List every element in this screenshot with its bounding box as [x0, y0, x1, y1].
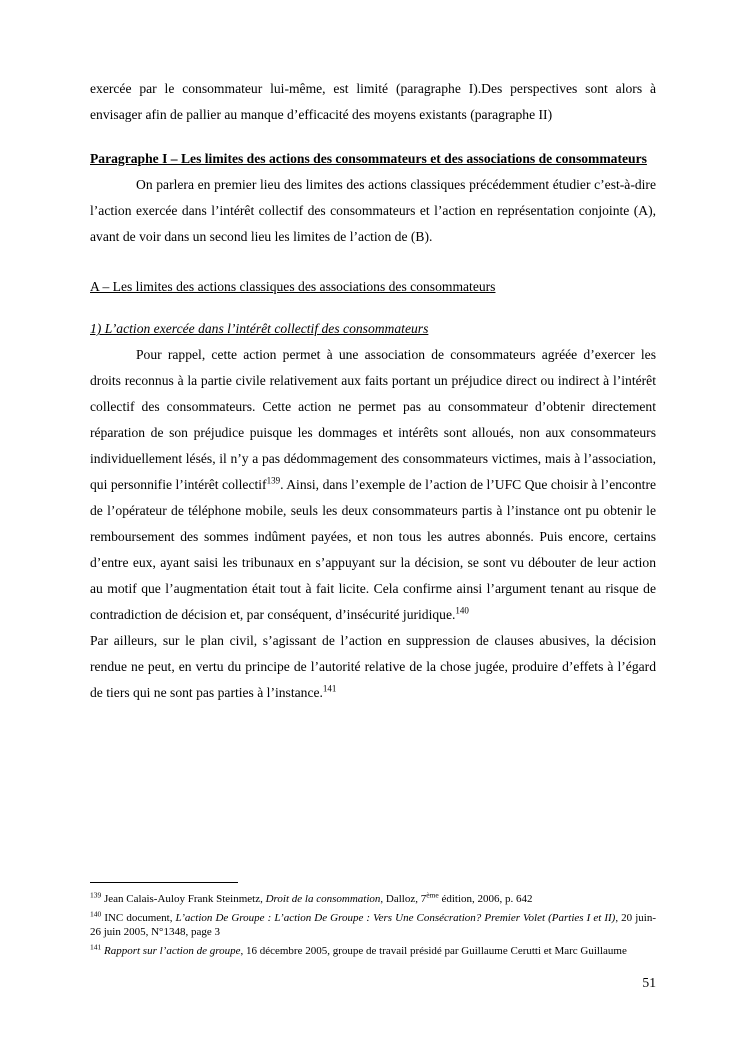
footnote-title: Rapport sur l’action de groupe [104, 944, 241, 957]
footnote-number: 141 [90, 941, 102, 951]
footnote-ref-141: 141 [322, 683, 337, 694]
footnote-separator-rule [90, 882, 238, 883]
paragraph-clauses-abusives [90, 628, 656, 706]
footnote-text: , Dalloz, 7 [380, 893, 427, 905]
paragraph-text: Pour rappel, cette action permet à une association de consommateurs agréée d’exercer les droits reconnus à la partie civile relativement aux faits portant un préjudice direct ou indirect à l’intérêt collectif des consommateurs. Cette action ne permet pas au consommateur d’obtenir directement réparation de son préjudice puisque les dommages et intérêts sont alloués, non aux consommateurs individuellement lésés, il n’y a pas dédommagement des consommateurs victimes, mais à l’association, qui personnifie l’intérêt collectif [90, 347, 656, 492]
footnote-title: Droit de la consommation [265, 893, 381, 905]
footnote-title: L’action De Groupe : L’action De Groupe : Vers Une Consécration? Premier Volet (Parties I et II) [175, 911, 616, 924]
paragraph-text: . Ainsi, dans l’exemple de l’action de l’UFC Que choisir à l’encontre de l’opérateur de téléphone mobile, seuls les deux consommateurs partis à l’instance ont pu obtenir le remboursement des sommes indûment payées, et non tous les autres abonnés. Puis encore, certains d’entre eux, ayant saisi les tribunaux en s’appuyant sur la décision, se sont vu débouter de leur action au motif que l’augmentation était tout à fait licite. Cela confirme ainsi l’argument tenant au risque de contradiction de décision et, par conséquent, d’insécurité juridique. [90, 477, 657, 622]
footnote-ref-139: 139 [266, 475, 281, 486]
footnote-text: , 16 décembre 2005, groupe de travail présidé par Guillaume Cerutti et Marc Guillaume [240, 944, 627, 957]
footnote-number: 139 [90, 890, 102, 900]
footnote-text: INC document, [101, 911, 176, 924]
heading-paragraphe-i: Paragraphe I – Les limites des actions des consommateurs et des associations de consommateurs [90, 151, 647, 166]
footnote-number: 140 [90, 908, 102, 918]
footnote-141 [90, 941, 656, 959]
footnote-ref-140: 140 [455, 605, 469, 616]
heading-subsection-1: 1) L’action exercée dans l’intérêt collectif des consommateurs [90, 321, 429, 336]
paragraph-plan: On parlera en premier lieu des limites des actions classiques précédemment étudier c’est-à-dire l’action exercée dans l’intérêt collectif des consommateurs et l’action en représentation conjointe (A), avant de voir dans un second lieu les limites de l’action de (B). [90, 177, 656, 244]
footnote-text: édition, 2006, p. 642 [438, 893, 533, 905]
heading-section-a: A – Les limites des actions classiques des associations des consommateurs [90, 279, 496, 294]
page-body [90, 76, 656, 706]
page-number: 51 [642, 975, 656, 990]
footnotes-section [90, 882, 656, 962]
paragraph-text: Par ailleurs, sur le plan civil, s’agissant de l’action en suppression de clauses abusives, la décision rendue ne peut, en vertu du principe de l’autorité relative de la chose jugée, produire d’effets à l’égard de tiers qui ne sont pas parties à l’instance. [90, 633, 656, 700]
footnote-ordinal: ème [426, 890, 439, 900]
footnote-140 [90, 908, 656, 940]
footnote-text: , 20 juin-26 juin 2005, N°1348, page 3 [90, 911, 656, 938]
paragraph-interet-collectif [90, 342, 656, 628]
footnote-text: Jean Calais-Auloy Frank Steinmetz, [101, 893, 266, 905]
footnote-139 [90, 892, 656, 907]
paragraph-continuation: exercée par le consommateur lui-même, est limité (paragraphe I).Des perspectives sont alors à envisager afin de pallier au manque d’efficacité des moyens existants (paragraphe II) [90, 81, 656, 122]
